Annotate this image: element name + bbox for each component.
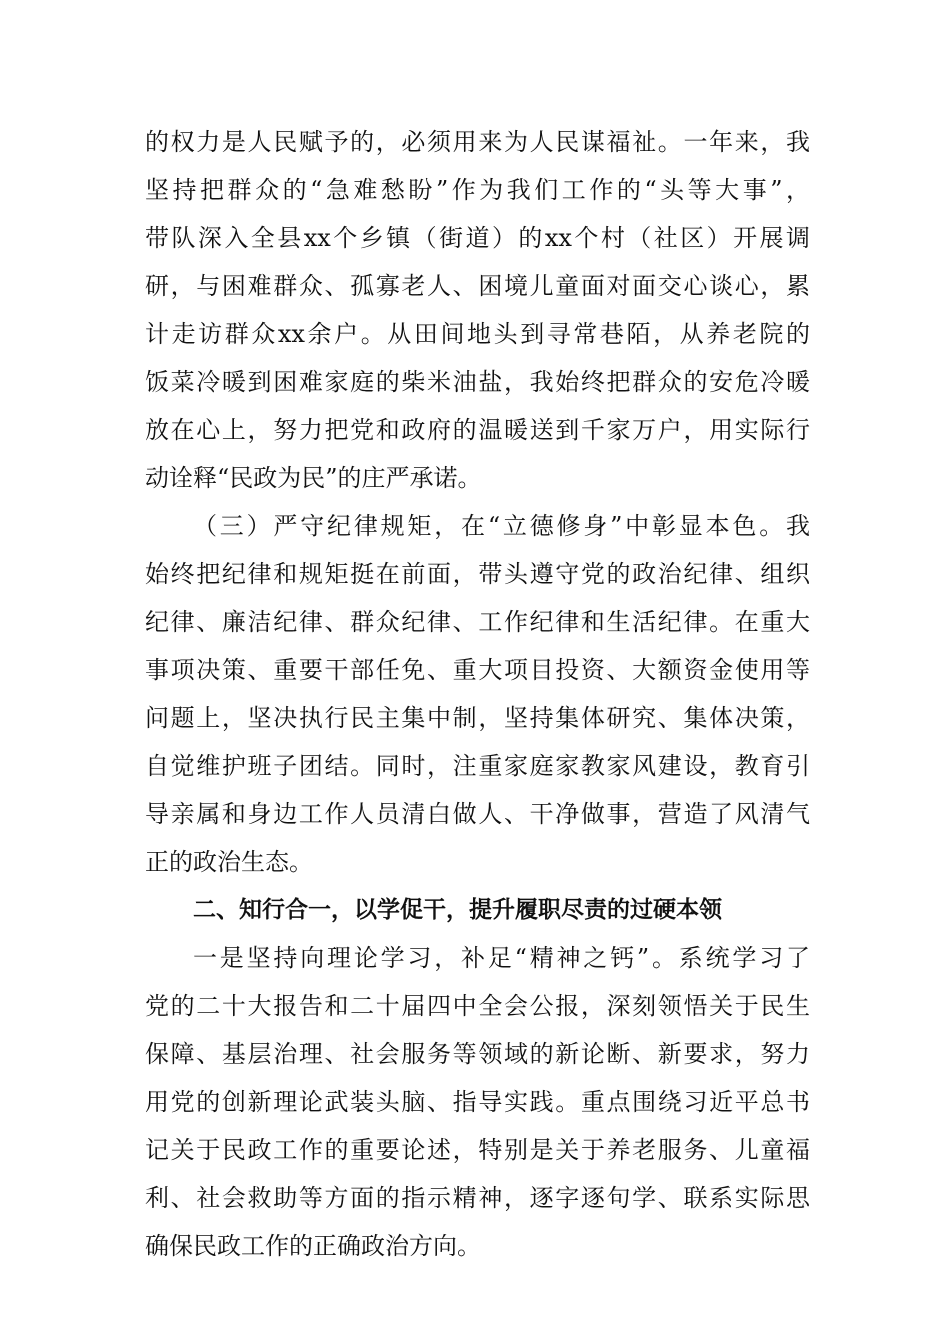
text-line: 的权力是人民赋予的，必须用来为人民谋福祉。一年来，我 [145, 128, 810, 156]
heading-text: 二、知行合一，以学促干，提升履职尽责的过硬本领 [193, 897, 722, 923]
text-line: 坚持把群众的“急难愁盼”作为我们工作的“头等大事”， [145, 176, 810, 204]
text-line: 纪律、廉洁纪律、群众纪律、工作纪律和生活纪律。在重大 [145, 608, 810, 636]
text-line: 事项决策、重要干部任免、重大项目投资、大额资金使用等 [145, 656, 810, 684]
text-line: 利、社会救助等方面的指示精神，逐字逐句学、联系实际思 [145, 1184, 810, 1212]
text-line: 计走访群众xx余户。从田间地头到寻常巷陌，从养老院的 [145, 320, 810, 348]
text-line: 动诠释“民政为民”的庄严承诺。 [145, 464, 482, 492]
text-line: 带队深入全县xx个乡镇（街道）的xx个村（社区）开展调 [145, 224, 810, 252]
text-line: 饭菜冷暖到困难家庭的柴米油盐，我始终把群众的安危冷暖 [145, 368, 810, 396]
text-line: 用党的创新理论武装头脑、指导实践。重点围绕习近平总书 [145, 1088, 810, 1116]
text-line: 放在心上，努力把党和政府的温暖送到千家万户，用实际行 [145, 416, 810, 444]
text-line: 始终把纪律和规矩挺在前面，带头遵守党的政治纪律、组织 [145, 560, 810, 588]
text-line: 记关于民政工作的重要论述，特别是关于养老服务、儿童福 [145, 1136, 810, 1164]
text-line: 一是坚持向理论学习，补足“精神之钙”。系统学习了 [193, 944, 810, 972]
text-line: 确保民政工作的正确政治方向。 [145, 1232, 481, 1260]
paragraph-3 [145, 934, 810, 1270]
text-line: 党的二十大报告和二十届四中全会公报，深刻领悟关于民生 [145, 992, 810, 1020]
paragraph-2 [145, 502, 810, 886]
paragraph-1 [145, 118, 810, 502]
text-line: 保障、基层治理、社会服务等领域的新论断、新要求，努力 [145, 1040, 810, 1068]
text-line: 问题上，坚决执行民主集中制，坚持集体研究、集体决策， [145, 704, 810, 732]
text-line: 正的政治生态。 [145, 848, 313, 876]
section-heading [145, 886, 810, 934]
text-line: 导亲属和身边工作人员清白做人、干净做事，营造了风清气 [145, 800, 810, 828]
text-line: 自觉维护班子团结。同时，注重家庭家教家风建设，教育引 [145, 752, 810, 780]
text-line: （三）严守纪律规矩，在“立德修身”中彰显本色。我 [193, 512, 810, 540]
text-line: 研，与困难群众、孤寡老人、困境儿童面对面交心谈心，累 [145, 272, 810, 300]
document-body [145, 118, 810, 1270]
